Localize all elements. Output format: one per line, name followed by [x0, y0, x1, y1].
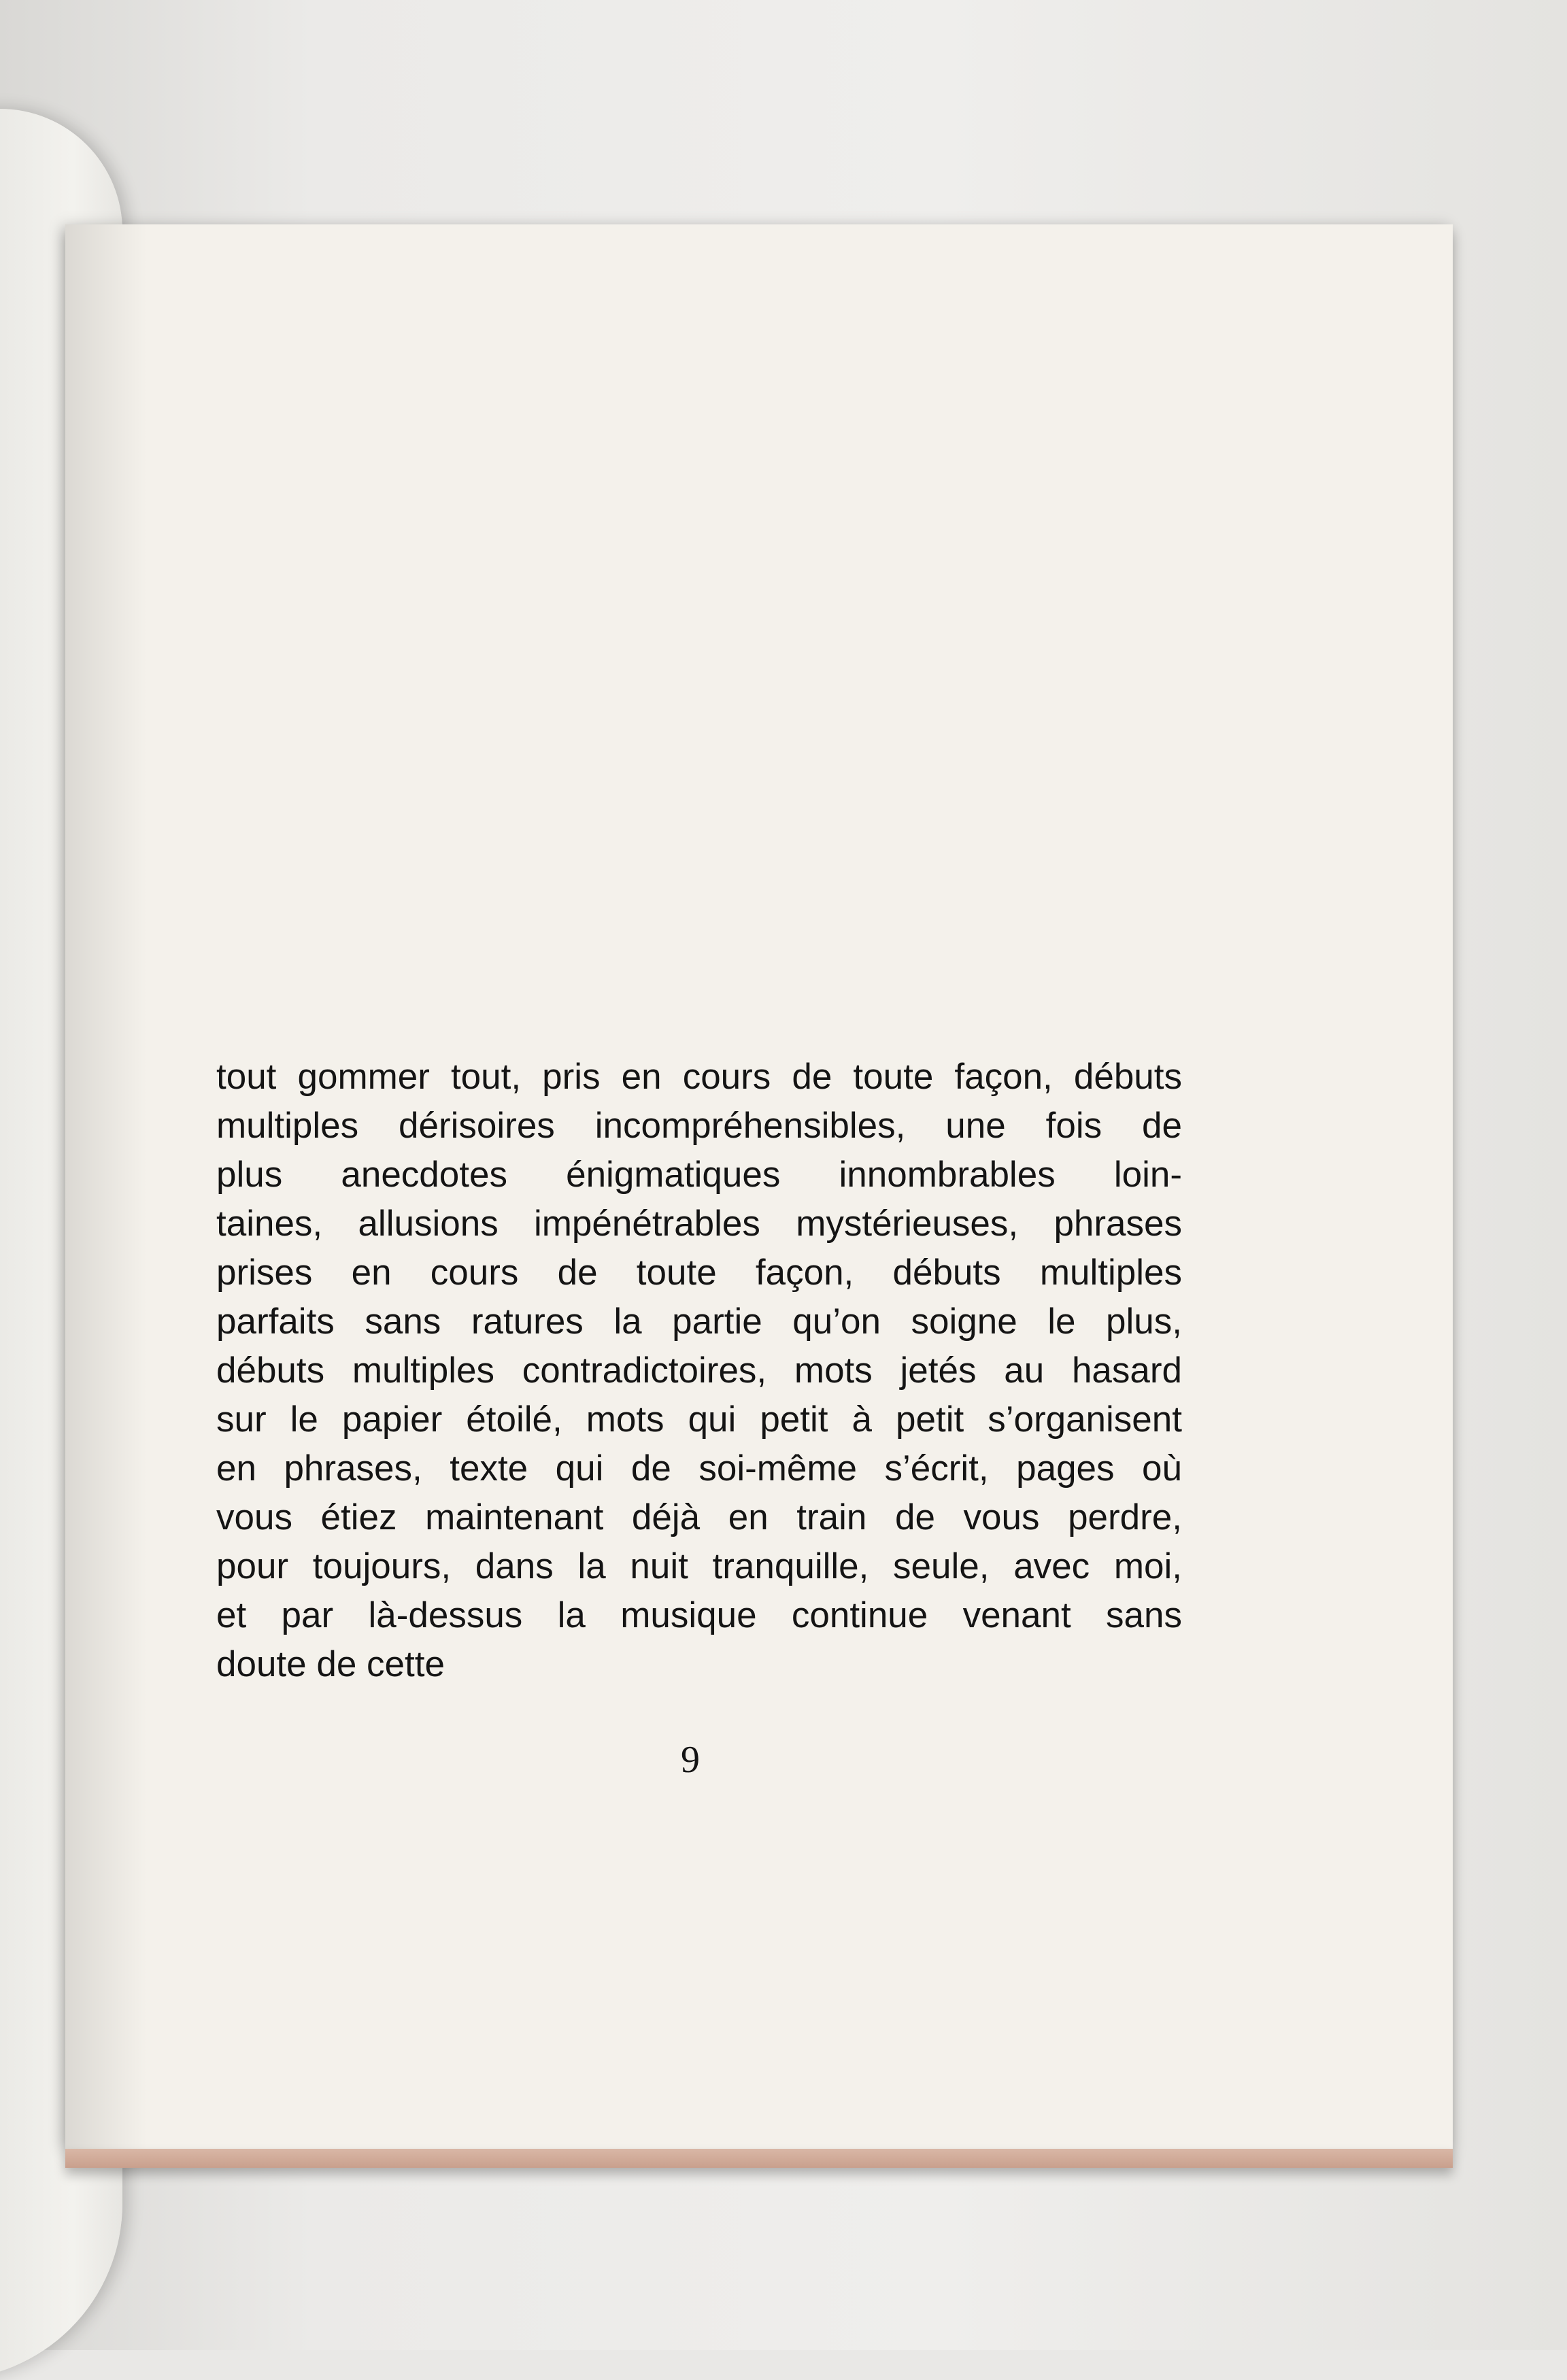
paragraph-line: et par là-dessus la musique continue venant sans [216, 1595, 1182, 1635]
gutter-shadow [65, 224, 147, 2149]
paragraph [216, 1053, 1182, 1689]
paragraph-line: doute de cette [216, 1644, 445, 1684]
paragraph-line: multiples dérisoires incompréhensibles, une fois de [216, 1106, 1182, 1146]
page-number: 9 [681, 1739, 700, 1781]
page-edge [65, 2149, 1453, 2168]
paragraph-line: prises en cours de toute façon, débuts multiples [216, 1253, 1182, 1293]
paragraph-line: vous étiez maintenant déjà en train de vous perdre, [216, 1497, 1182, 1537]
paragraph-line: sur le papier étoilé, mots qui petit à petit s’organisent [216, 1399, 1182, 1440]
paragraph-line: taines, allusions impénétrables mystérieuses, phrases [216, 1204, 1182, 1244]
show-through-text [231, 796, 1197, 1040]
paragraph-line: pour toujours, dans la nuit tranquille, seule, avec moi, [216, 1546, 1182, 1586]
paragraph-line: débuts multiples contradictoires, mots jetés au hasard [216, 1350, 1182, 1391]
paragraph-line: tout gommer tout, pris en cours de toute façon, débuts [216, 1057, 1182, 1097]
paragraph-line: en phrases, texte qui de soi-même s’écrit, pages où [216, 1448, 1182, 1489]
paragraph-line: plus anecdotes énigmatiques innombrables loin- [216, 1155, 1182, 1195]
paragraph-line: parfaits sans ratures la partie qu’on soigne le plus, [216, 1302, 1182, 1342]
